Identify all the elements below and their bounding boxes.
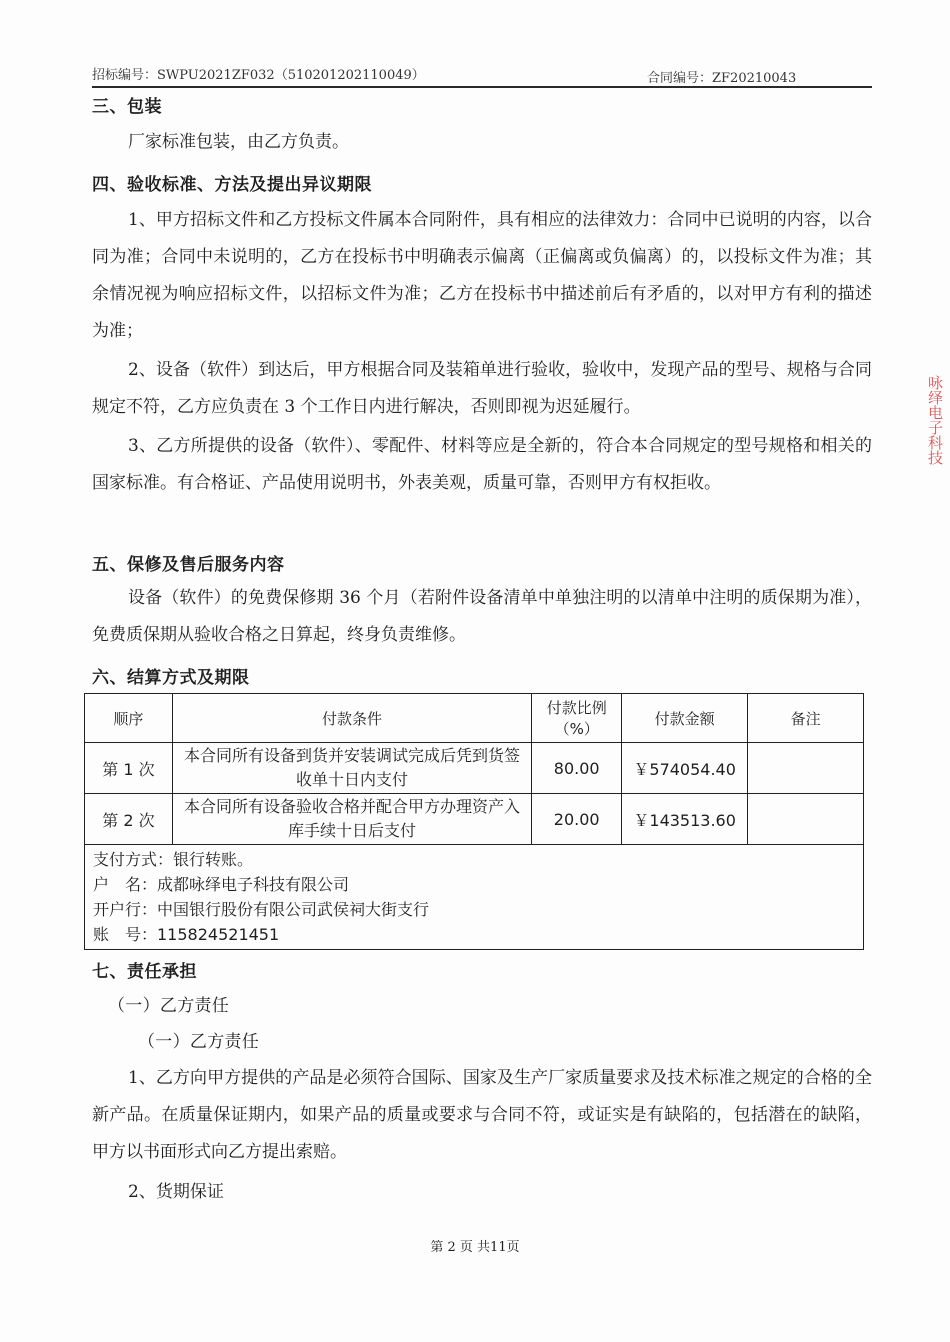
bank-name: 开户行：中国银行股份有限公司武侯祠大街支行 xyxy=(93,900,430,919)
payment-method: 支付方式：银行转账。 xyxy=(93,850,254,869)
account-number: 账 号：115824521451 xyxy=(93,925,280,944)
col-note: 备注 xyxy=(748,694,864,743)
section-6-title: 六、结算方式及期限 xyxy=(92,668,250,688)
section-7-para-1: 1、乙方向甲方提供的产品是必须符合国际、国家及生产厂家质量要求及技术标准之规定的合格的全新产品。在质量保证期内，如果产品的质量或要求与合同不符，或证实是有缺陷的，包括潜在的缺陷，甲方以书面形式向乙方提出索赔。 xyxy=(92,1068,872,1162)
col-order: 顺序 xyxy=(85,694,173,743)
section-7-title: 七、责任承担 xyxy=(92,962,197,982)
cell-condition: 本合同所有设备到货并安装调试完成后凭到货签收单十日内支付 xyxy=(172,743,531,794)
section-7-sub-1: （一）乙方责任 xyxy=(108,996,230,1016)
cell-ratio: 20.00 xyxy=(532,794,622,845)
payment-info xyxy=(85,845,864,950)
table-header-row xyxy=(85,694,864,743)
tender-number: 招标编号：SWPU2021ZF032（510201202110049） xyxy=(92,68,425,83)
col-condition: 付款条件 xyxy=(172,694,531,743)
col-amount: 付款金额 xyxy=(622,694,748,743)
section-4-para-3: 3、乙方所提供的设备（软件）、零配件、材料等应是全新的，符合本合同规定的型号规格和相关的国家标准。有合格证、产品使用说明书，外表美观，质量可靠，否则甲方有权拒收。 xyxy=(92,436,872,493)
section-4-para-1: 1、甲方招标文件和乙方投标文件属本合同附件，具有相应的法律效力：合同中已说明的内容，以合同为准；合同中未说明的，乙方在投标书中明确表示偏离（正偏离或负偏离）的，以投标文件为准；其余情况视为响应招标文件，以招标文件为准；乙方在投标书中描述前后有矛盾的，以对甲方有利的描述为准； xyxy=(92,210,872,341)
cell-condition: 本合同所有设备验收合格并配合甲方办理资产入库手续十日后支付 xyxy=(172,794,531,845)
cell-amount: ￥143513.60 xyxy=(622,794,748,845)
cell-ratio: 80.00 xyxy=(532,743,622,794)
section-5-title: 五、保修及售后服务内容 xyxy=(92,555,285,575)
payment-table xyxy=(84,693,864,950)
cell-order: 第 2 次 xyxy=(85,794,173,845)
col-ratio: 付款比例（%） xyxy=(532,694,622,743)
page-header xyxy=(92,58,872,88)
table-row xyxy=(85,743,864,794)
cell-note xyxy=(748,743,864,794)
section-4-para-2: 2、设备（软件）到达后，甲方根据合同及装箱单进行验收，验收中，发现产品的型号、规格与合同规定不符，乙方应负责在 3 个工作日内进行解决，否则即视为迟延履行。 xyxy=(92,360,872,417)
cell-amount: ￥574054.40 xyxy=(622,743,748,794)
section-3-text: 厂家标准包装，由乙方负责。 xyxy=(128,132,349,152)
table-row xyxy=(85,794,864,845)
page-number: 第 2 页 共11页 xyxy=(430,1240,520,1255)
section-7-sub-2: （一）乙方责任 xyxy=(138,1032,260,1052)
section-3-title: 三、包装 xyxy=(92,97,162,117)
cell-order: 第 1 次 xyxy=(85,743,173,794)
section-4-title: 四、验收标准、方法及提出异议期限 xyxy=(92,175,372,195)
section-7-para-2: 2、货期保证 xyxy=(128,1182,224,1202)
seal-stamp-fragment: 咏绎电子科技 xyxy=(926,375,944,465)
table-payment-info-row xyxy=(85,845,864,950)
contract-number: 合同编号：ZF20210043 xyxy=(647,71,797,86)
account-name: 户 名：成都咏绎电子科技有限公司 xyxy=(93,875,350,894)
section-5-text: 设备（软件）的免费保修期 36 个月（若附件设备清单中单独注明的以清单中注明的质保期为准），免费质保期从验收合格之日算起，终身负责维修。 xyxy=(92,588,872,645)
cell-note xyxy=(748,794,864,845)
